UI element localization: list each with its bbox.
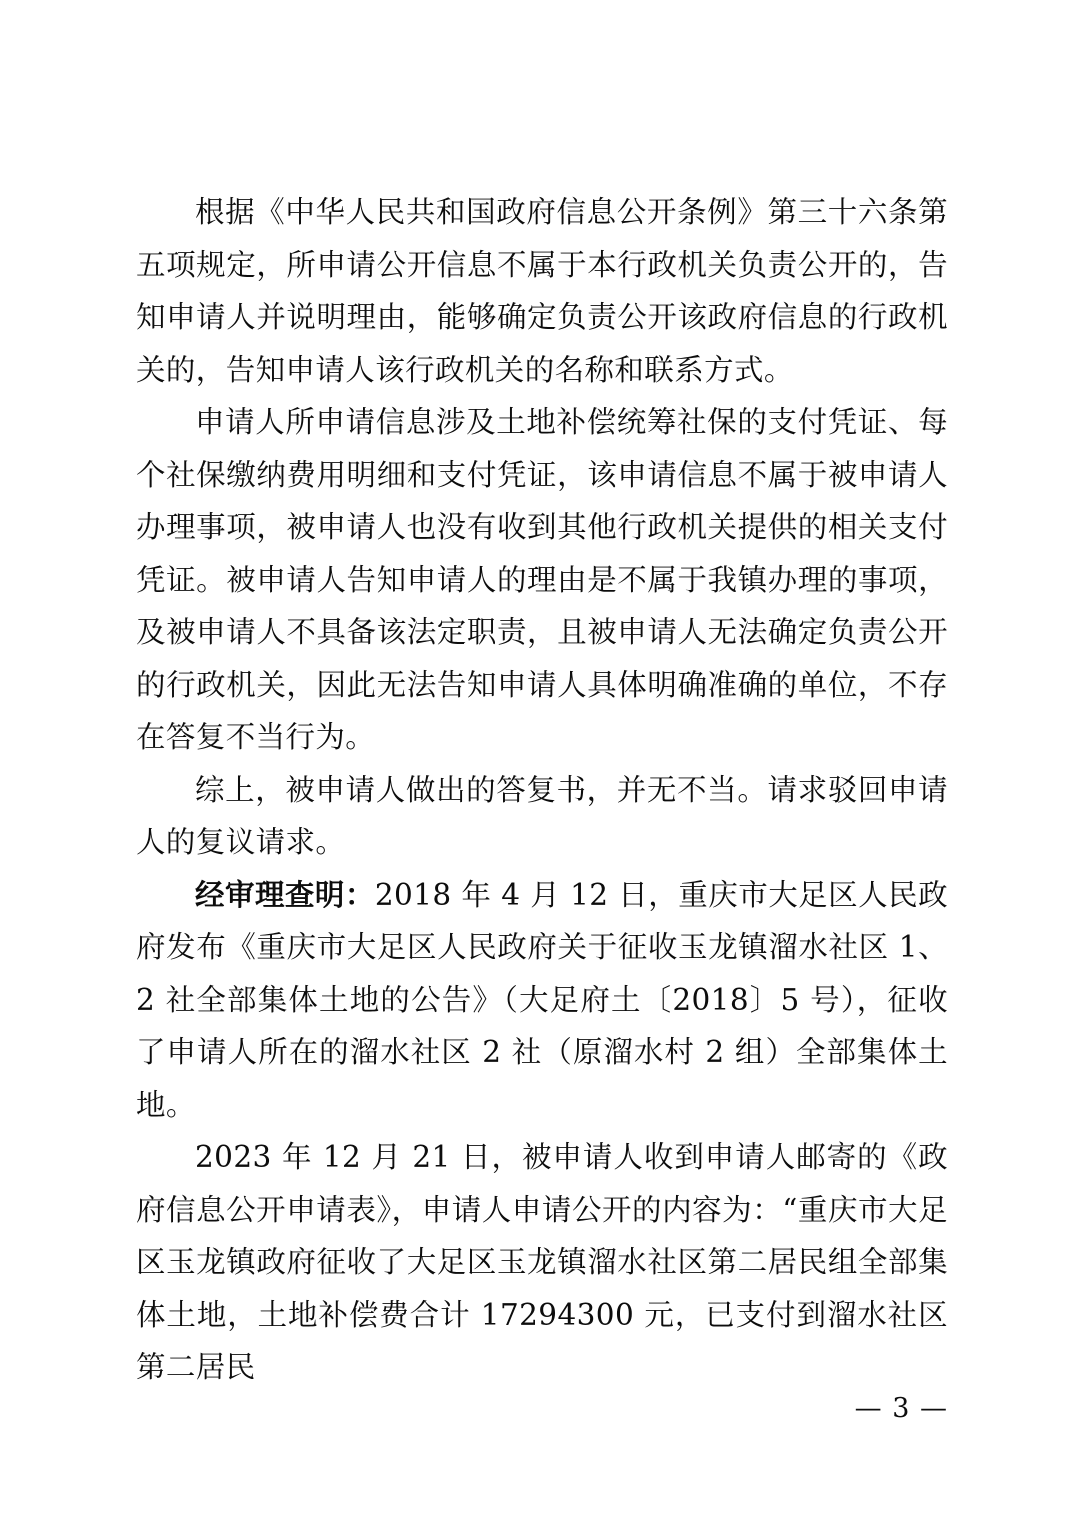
document-body	[136, 186, 948, 1394]
paragraph-application-form: 2023 年 12 月 21 日，被申请人收到申请人邮寄的《政府信息公开申请表》，申请人申请公开的内容为：“重庆市大足区玉龙镇政府征收了大足区玉龙镇溜水社区第二居民组全部集体土地，土地补偿费合计 17294300 元，已支付到溜水社区第二居民	[136, 1140, 948, 1384]
paragraph-regulation-basis: 根据《中华人民共和国政府信息公开条例》第三十六条第五项规定，所申请公开信息不属于本行政机关负责公开的，告知申请人并说明理由，能够确定负责公开该政府信息的行政机关的，告知申请人该行政机关的名称和联系方式。	[136, 195, 948, 387]
page-number: — 3 —	[854, 1393, 948, 1424]
paragraph-applicant-request: 申请人所申请信息涉及土地补偿统筹社保的支付凭证、每个社保缴纳费用明细和支付凭证，该申请信息不属于被申请人办理事项，被申请人也没有收到其他行政机关提供的相关支付凭证。被申请人告知申请人的理由是不属于我镇办理的事项，及被申请人不具备该法定职责，且被申请人无法确定负责公开的行政机关，因此无法告知申请人具体明确准确的单位，不存在答复不当行为。	[136, 405, 948, 754]
paragraph-findings-text: 2018 年 4 月 12 日，重庆市大足区人民政府发布《重庆市大足区人民政府关于征收玉龙镇溜水社区 1、2 社全部集体土地的公告》（大足府土〔2018〕5 号），征收了申请人所在的溜水社区 2 社（原溜水村 2 组）全部集体土地。	[136, 877, 948, 1122]
paragraph-findings-lead: 经审理查明：	[195, 876, 375, 912]
paragraph-conclusion: 综上，被申请人做出的答复书，并无不当。请求驳回申请人的复议请求。	[136, 772, 948, 859]
paragraph-findings	[136, 869, 948, 1132]
